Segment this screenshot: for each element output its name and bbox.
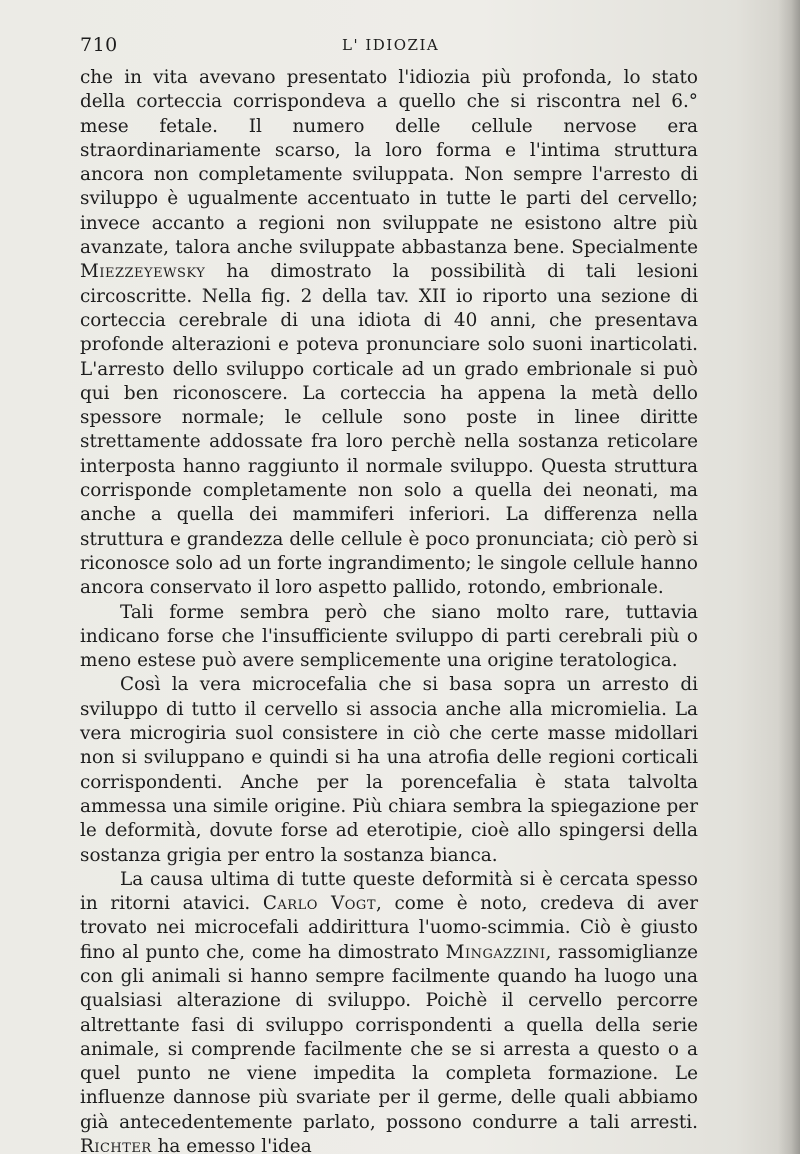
author-name: Carlo Vogt [262,893,376,915]
body-text [80,66,698,1154]
text-run: , rassomiglianze con gli animali si hanno sempre facilmente quando ha luogo una qualsiasi alterazione di sviluppo. Poichè il cervello percorre altrettante fasi di sviluppo corrispondenti a quella della serie animale, si comprende facilmente che se si arresta a questo o a quel punto ne viene impedita la completa formazione. Le influenze dannose più svariate per il germe, delle quali abbiamo già antecedentemente parlato, possono condurre a tali arresti. [80,941,699,1133]
paragraph [80,868,698,1154]
text-run: , come è noto, credeva di aver trovato nei microcefali addirittura l'uomo-scimmia. Ciò è giusto fino al punto che, come ha dimostrato [80,893,698,963]
page-edge-shadow [778,0,800,1154]
text-run: Tali forme sembra però che siano molto rare, tuttavia indicano forse che l'insufficiente sviluppo di parti cerebrali più o meno estese può avere semplicemente una origine teratologica. [80,601,698,672]
paragraph [80,601,698,674]
text-run: che in vita avevano presentato l'idiozia più profonda, lo stato della corteccia corrispondeva a quello che si riscontra nel 6.° mese fetale. Il numero delle cellule nervose era straordinariamente scarso, la loro forma e l'intima struttura ancora non completamente sviluppata. Non sempre l'arresto di sviluppo è ugualmente accentuato in tutte le parti del cervello; invece accanto a regioni non sviluppate ne esistono altre più avanzate, talora anche sviluppate abbastanza bene. Specialmente [80,67,698,259]
page-number: 710 [80,34,118,56]
text-run: ha emesso l'idea [151,1136,312,1154]
paragraph [80,673,698,867]
running-head: L' IDIOZIA [342,36,440,54]
text-run: La causa ultima di tutte queste deformità si è cercata spesso in ritorni atavici. [80,868,698,915]
author-name: Miezzeyewsky [80,261,206,283]
page-header [80,34,700,58]
author-name: Richter [80,1136,152,1154]
paragraph [80,66,698,601]
text-run: ha dimostrato la possibilità di tali lesioni circoscritte. Nella fig. 2 della tav. XII io riporto una sezione di corteccia cerebrale di una idiota di 40 anni, che presentava profonde alterazioni e poteva pronunciare solo suoni inarticolati. L'arresto dello sviluppo corticale ad un grado embrionale si può qui ben riconoscere. La corteccia ha appena la metà dello spessore normale; le cellule sono poste in linee diritte strettamente addossate fra loro perchè nella sostanza reticolare interposta hanno raggiunto il normale sviluppo. Questa struttura corrisponde completamente non solo a quella dei neonati, ma anche a quella dei mammiferi inferiori. La differenza nella struttura e grandezza delle cellule è poco pronunciata; ciò però si riconosce solo ad un forte ingrandimento; le singole cellule hanno ancora conservato il loro aspetto pallido, rotondo, embrionale. [80,261,698,599]
text-run: Così la vera microcefalia che si basa sopra un arresto di sviluppo di tutto il cervello si associa anche alla micromielia. La vera microgiria suol consistere in ciò che certe masse midollari non si sviluppano e quindi si ha una atrofia delle regioni corticali corrispondenti. Anche per la porencefalia è stata talvolta ammessa una simile origine. Più chiara sembra la spiegazione per le deformità, dovute forse ad eterotipie, cioè allo spingersi della sostanza grigia per entro la sostanza bianca. [80,674,698,866]
author-name: Mingazzini [445,941,546,963]
